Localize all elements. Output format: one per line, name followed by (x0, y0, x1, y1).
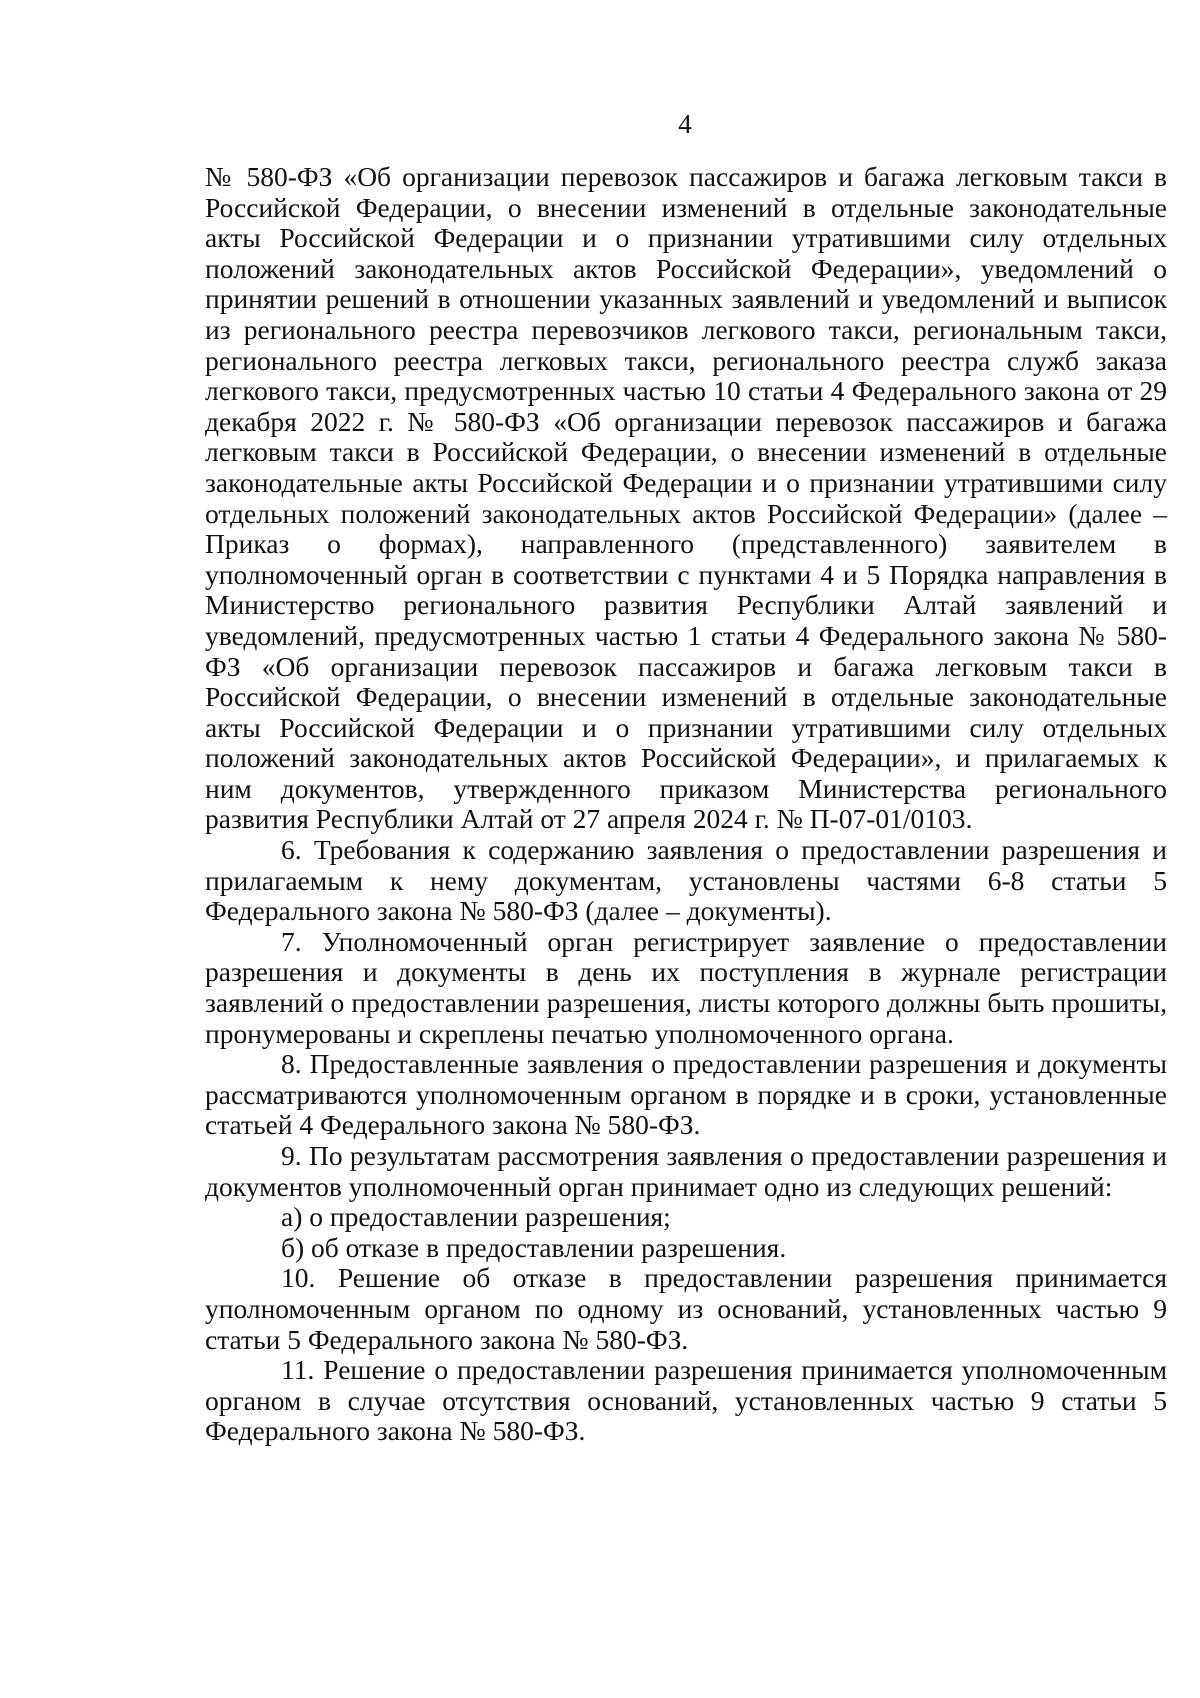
paragraph-item-10: 10. Решение об отказе в предоставлении разрешения принимается уполномоченным органом по одному из оснований, установленных частью 9 статьи 5 Федерального закона № 580-ФЗ. (205, 1262, 1167, 1355)
paragraph-item-9: 9. По результатам рассмотрения заявления о предоставлении разрешения и документов уполномоченный орган принимает одно из следующих решений: (205, 1140, 1167, 1202)
page-number: 4 (678, 109, 692, 139)
paragraph-item-7: 7. Уполномоченный орган регистрирует заявление о предоставлении разрешения и документы в день их поступления в журнале регистрации заявлений о предоставлении разрешения, листы которого должны быть прошиты, пронумерованы и скреплены печатью уполномоченного органа. (205, 925, 1167, 1049)
paragraph-item-6: 6. Требования к содержанию заявления о предоставлении разрешения и прилагаемым к нему документам, установлены частями 6-8 статьи 5 Федерального закона № 580-ФЗ (далее – документы). (205, 834, 1167, 927)
paragraph-continuation: № 580-ФЗ «Об организации перевозок пассажиров и багажа легковым такси в Российской Федерации, о внесении изменений в отдельные законодательные акты Российской Федерации и о признании утратившими силу отдельных положений законодательных актов Российской Федерации», уведомлений о принятии решений в отношении указанных заявлений и уведомлений и выписок из регионального реестра перевозчиков легкового такси, региональным такси, регионального реестра легковых такси, регионального реестра служб заказа легкового такси, предусмотренных частью 10 статьи 4 Федерального закона от 29 декабря 2022 г. № 580-ФЗ «Об организации перевозок пассажиров и багажа легковым такси в Российской Федерации, о внесении изменений в отдельные законодательные акты Российской Федерации и о признании утратившими силу отдельных положений законодательных актов Российской Федерации» (далее – Приказ о формах), направленного (представленного) заявителем в уполномоченный орган в соответствии с пунктами 4 и 5 Порядка направления в Министерство регионального развития Республики Алтай заявлений и уведомлений, предусмотренных частью 1 статьи 4 Федерального закона № 580-ФЗ «Об организации перевозок пассажиров и багажа легковым такси в Российской Федерации, о внесении изменений в отдельные законодательные акты Российской Федерации и о признании утратившими силу отдельных положений законодательных актов Российской Федерации», и прилагаемых к ним документов, утвержденного приказом Министерства регионального развития Республики Алтай от 27 апреля 2024 г. № П-07-01/0103. (205, 161, 1167, 835)
document-body (205, 162, 1167, 1447)
paragraph-item-11: 11. Решение о предоставлении разрешения принимается уполномоченным органом в случае отсутствия оснований, установленных частью 9 статьи 5 Федерального закона № 580-ФЗ. (205, 1354, 1167, 1447)
subitem-a: а) о предоставлении разрешения; (281, 1201, 671, 1233)
subitem-b: б) об отказе в предоставлении разрешения. (281, 1231, 787, 1263)
paragraph-item-8: 8. Предоставленные заявления о предоставлении разрешения и документы рассматриваются уполномоченным органом в порядке и в сроки, установленные статьей 4 Федерального закона № 580-ФЗ. (205, 1048, 1167, 1141)
